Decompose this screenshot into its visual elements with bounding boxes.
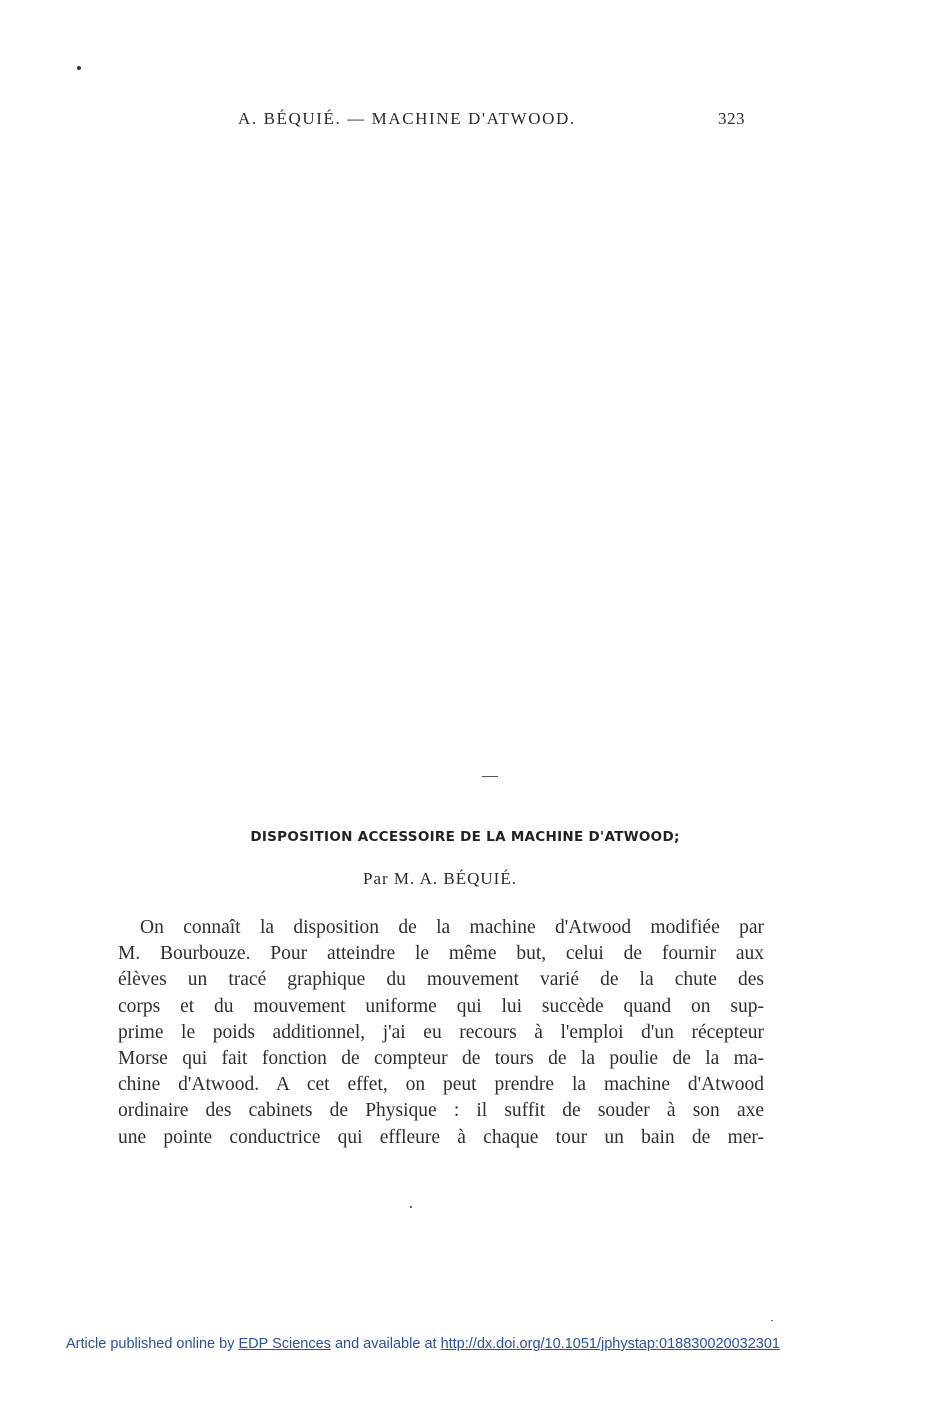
scan-speck [771, 1320, 773, 1321]
body-line: Morse qui fait fonction de compteur de tours de la poulie de la ma- [118, 1048, 764, 1070]
footer-prefix: Article published online by [66, 1336, 235, 1352]
page-number: 323 [718, 109, 745, 128]
scan-speck [77, 66, 81, 70]
article-byline: Par M. A. BÉQUIÉ. [363, 869, 517, 888]
running-header [0, 109, 930, 133]
article-title: DISPOSITION ACCESSOIRE DE LA MACHINE D'ATWOOD; [250, 829, 680, 845]
body-line: élèves un tracé graphique du mouvement varié de la chute des [118, 969, 764, 991]
doi-link[interactable]: http://dx.doi.org/10.1051/jphystap:018830020032301 [440, 1336, 780, 1352]
body-line: chine d'Atwood. A cet effet, on peut prendre la machine d'Atwood [118, 1074, 764, 1096]
publication-footer [66, 1336, 780, 1352]
body-line: une pointe conductrice qui effleure à chaque tour un bain de mer- [118, 1126, 764, 1148]
article-body [118, 915, 764, 1151]
body-line: M. Bourbouze. Pour atteindre le même but, celui de fournir aux [118, 943, 764, 965]
footer-middle: and available at [334, 1336, 437, 1352]
running-title: A. BÉQUIÉ. — MACHINE D'ATWOOD. [238, 109, 576, 128]
body-line: On connaît la disposition de la machine d'Atwood modifiée par [140, 917, 764, 938]
scan-speck [410, 1206, 412, 1208]
publisher-link[interactable]: EDP Sciences [238, 1336, 331, 1352]
body-line: prime le poids additionnel, j'ai eu recours à l'emploi d'un récepteur [118, 1021, 764, 1043]
body-line: ordinaire des cabinets de Physique : il suffit de souder à son axe [118, 1100, 764, 1122]
section-separator [482, 776, 498, 777]
body-line: corps et du mouvement uniforme qui lui succède quand on sup- [118, 995, 764, 1017]
